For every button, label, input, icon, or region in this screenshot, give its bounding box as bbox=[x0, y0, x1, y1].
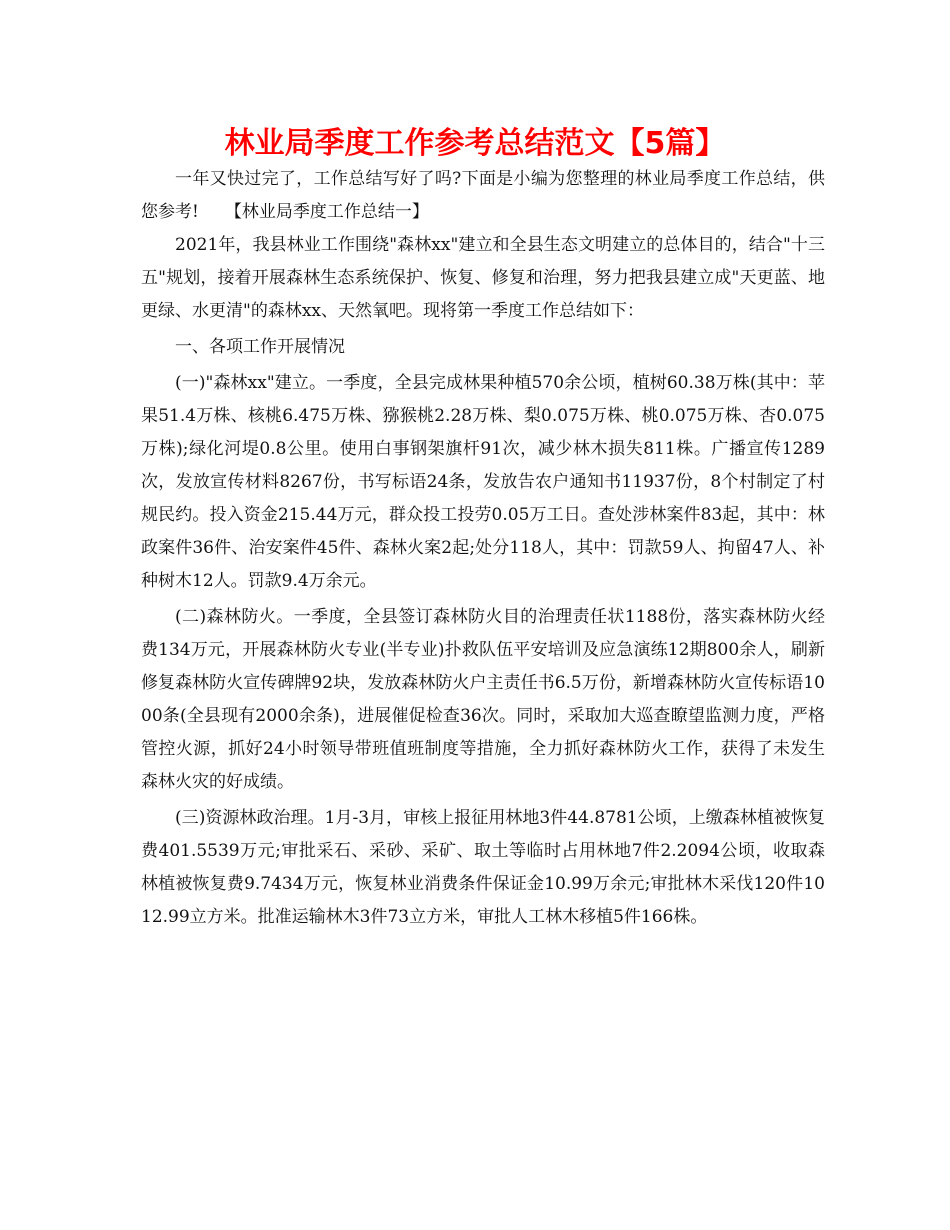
paragraph-overview: 2021年，我县林业工作围绕"森林xx"建立和全县生态文明建立的总体目的，结合"十三五"规划，接着开展森林生态系统保护、恢复、修复和治理，努力把我县建立成"天更蓝、地更绿、水更清"的森林xx、天然氧吧。现将第一季度工作总结如下： bbox=[141, 235, 825, 321]
paragraph-forest-city: (一)"森林xx"建立。一季度，全县完成林果种植570余公顷，植树60.38万株(其中：苹果51.4万株、核桃6.475万株、猕猴桃2.28万株、梨0.075万株、桃0.075万株、杏0.075万株);绿化河堤0.8公里。使用白事钢架旗杆91次，减少林木损失811株。广播宣传1289次，发放宣传材料8267份，书写标语24条，发放告农户通知书11937份，8个村制定了村规民约。投入资金215.44万元，群众投工投劳0.05万工日。查处涉林案件83起，其中：林政案件36件、治安案件45件、森林火案2起;处分118人，其中：罚款59人、拘留47人、补种树木12人。罚款9.4万余元。 bbox=[141, 373, 825, 591]
intro-text: 一年又快过完了，工作总结写好了吗?下面是小编为您整理的林业局季度工作总结，供您参考! bbox=[141, 169, 825, 222]
intro-paragraph bbox=[141, 163, 825, 229]
section-heading: 【林业局季度工作总结一】 bbox=[224, 202, 429, 222]
heading-work-progress: 一、各项工作开展情况 bbox=[175, 337, 345, 357]
paragraph-resource-management: (三)资源林政治理。1月-3月，审核上报征用林地3件44.8781公顷，上缴森林植被恢复费401.5539万元;审批采石、采砂、采矿、取土等临时占用林地7件2.2094公顷，收取森林植被恢复费9.7434万元，恢复林业消费条件保证金10.99万余元;审批林木采伐120件1012.99立方米。批准运输林木3件73立方米，审批人工林木移植5件166株。 bbox=[141, 808, 825, 927]
document-body bbox=[141, 163, 825, 937]
paragraph-fire-prevention: (二)森林防火。一季度，全县签订森林防火目的治理责任状1188份，落实森林防火经费134万元，开展森林防火专业(半专业)扑救队伍平安培训及应急演练12期800余人，刷新修复森林防火宣传碑牌92块，发放森林防火户主责任书6.5万份，新增森林防火宣传标语1000条(全县现有2000余条)，进展催促检查36次。同时，采取加大巡查瞭望监测力度，严格管控火源，抓好24小时领导带班值班制度等措施，全力抓好森林防火工作，获得了未发生森林火灾的好成绩。 bbox=[141, 607, 825, 792]
document-title: 林业局季度工作参考总结范文【5篇】 bbox=[224, 126, 726, 161]
